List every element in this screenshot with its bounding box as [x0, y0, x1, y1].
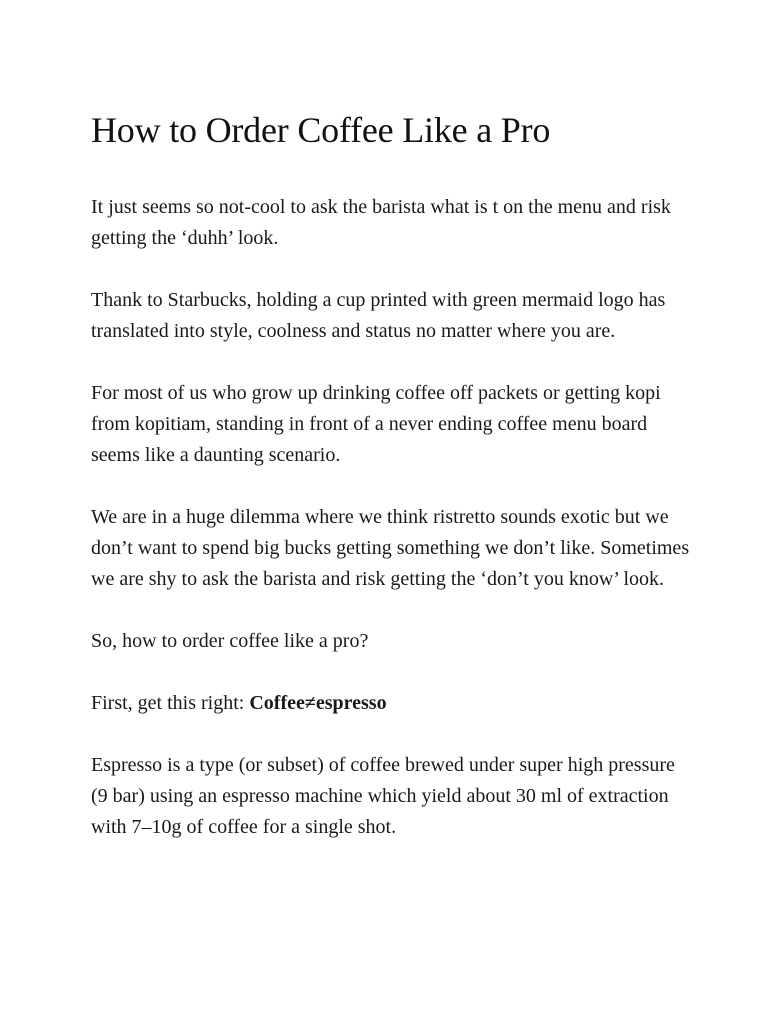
paragraph-starbucks: Thank to Starbucks, holding a cup printed with green mermaid logo has translated into style, coolness and status no matter where you are.	[91, 289, 666, 342]
rule-emphasis: Coffee≠espresso	[249, 692, 387, 714]
article-title: How to Order Coffee Like a Pro	[91, 110, 551, 150]
paragraph-question: So, how to order coffee like a pro?	[91, 630, 369, 652]
paragraph-intro: It just seems so not-cool to ask the barista what is t on the menu and risk getting the ‘duhh’ look.	[91, 196, 671, 249]
paragraph-kopitiam: For most of us who grow up drinking coffee off packets or getting kopi from kopitiam, standing in front of a never ending coffee menu board seems like a daunting scenario.	[91, 382, 661, 466]
rule-lead: First, get this right:	[91, 692, 250, 714]
article	[91, 106, 691, 874]
paragraph-dilemma: We are in a huge dilemma where we think ristretto sounds exotic but we don’t want to spend big bucks getting something we don’t like. Sometimes we are shy to ask the barista and risk getting the ‘don’t you know’ look.	[91, 506, 690, 590]
paragraph-rule	[91, 688, 691, 719]
paragraph-espresso: Espresso is a type (or subset) of coffee brewed under super high pressure (9 bar) using an espresso machine which yield about 30 ml of extraction with 7–10g of coffee for a single shot.	[91, 754, 675, 838]
